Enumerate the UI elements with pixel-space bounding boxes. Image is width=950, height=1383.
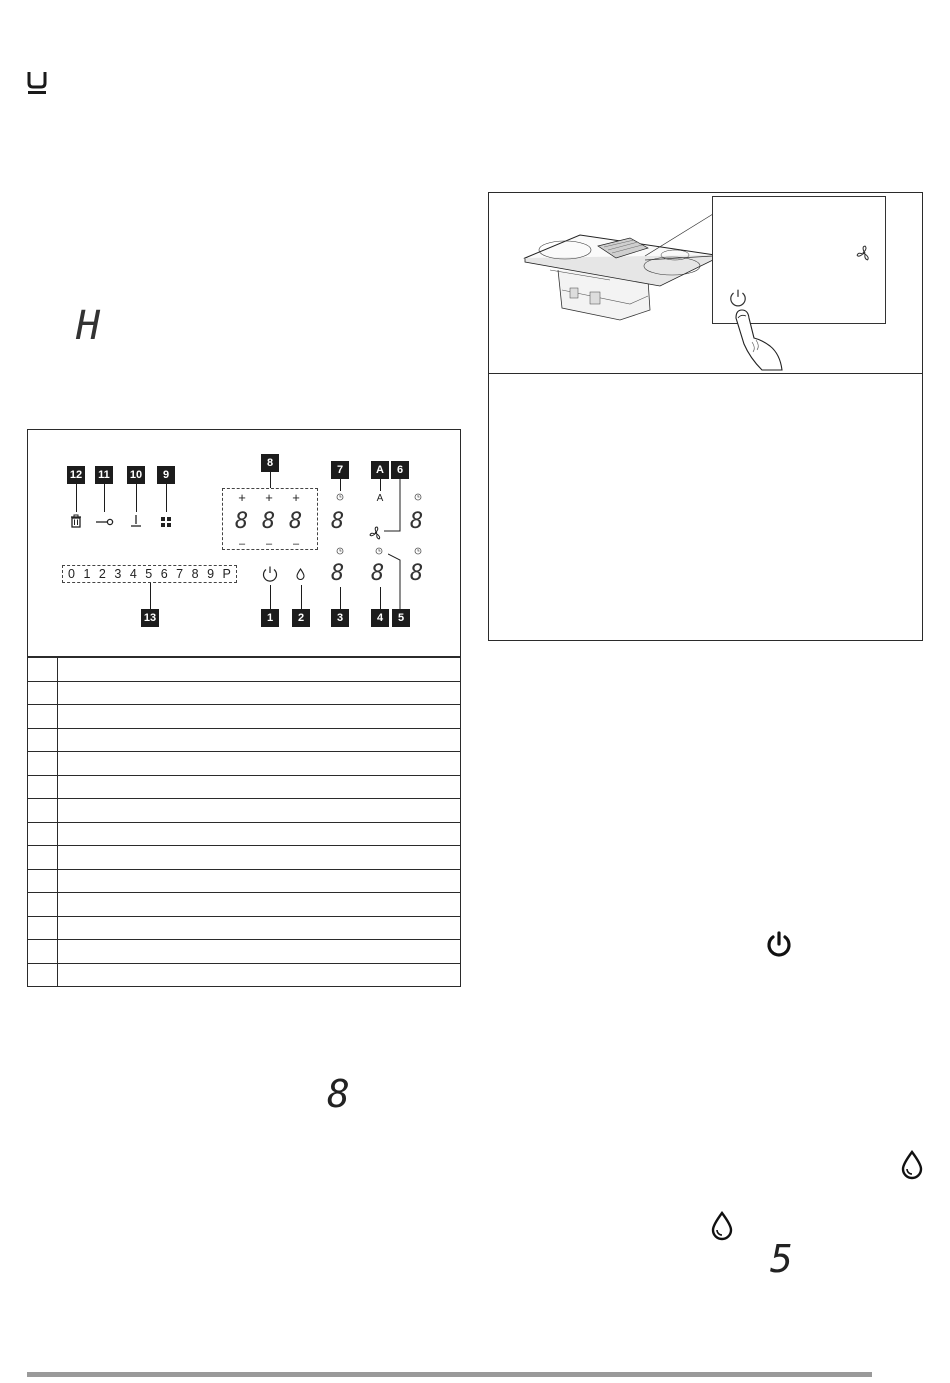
legend-description-cell bbox=[58, 799, 461, 823]
callout-9: 9 bbox=[157, 466, 175, 484]
legend-number-cell bbox=[28, 822, 58, 846]
callout-1: 1 bbox=[261, 609, 279, 627]
drop-icon bbox=[296, 568, 305, 580]
timer-icon bbox=[414, 493, 422, 501]
timer-icon bbox=[336, 547, 344, 555]
scale-1: 1 bbox=[83, 567, 91, 581]
scale-7: 7 bbox=[176, 567, 184, 581]
legend-description-cell bbox=[58, 963, 461, 987]
right-display-bottom: 8 bbox=[410, 561, 424, 586]
callout-10: 10 bbox=[127, 466, 145, 484]
callout-12: 12 bbox=[67, 466, 85, 484]
leader-6 bbox=[380, 479, 404, 535]
timer-icon bbox=[375, 547, 383, 555]
minus-zone-1: – bbox=[238, 538, 246, 550]
legend-table bbox=[27, 657, 461, 987]
legend-description-cell bbox=[58, 846, 461, 870]
legend-number-cell bbox=[28, 775, 58, 799]
legend-row bbox=[28, 916, 461, 940]
scale-8: 8 bbox=[191, 567, 199, 581]
figure-divider bbox=[488, 373, 923, 374]
legend-description-cell bbox=[58, 775, 461, 799]
scale-6: 6 bbox=[160, 567, 168, 581]
legend-row bbox=[28, 869, 461, 893]
footer-rule bbox=[27, 1372, 872, 1377]
timer-icon bbox=[336, 493, 344, 501]
callout-11: 11 bbox=[95, 466, 113, 484]
legend-description-cell bbox=[58, 705, 461, 729]
segment-display-h: H bbox=[76, 303, 101, 349]
scale-9: 9 bbox=[207, 567, 215, 581]
plus-zone-1: + bbox=[238, 490, 246, 505]
callout-4: 4 bbox=[371, 609, 389, 627]
legend-row bbox=[28, 822, 461, 846]
legend-number-cell bbox=[28, 916, 58, 940]
power-icon bbox=[728, 288, 748, 308]
minus-zone-2: – bbox=[265, 538, 273, 550]
legend-description-cell bbox=[58, 916, 461, 940]
plus-zone-2: + bbox=[265, 490, 273, 505]
legend-number-cell bbox=[28, 658, 58, 682]
legend-row bbox=[28, 893, 461, 917]
zone-display-3: 8 bbox=[289, 509, 303, 534]
legend-description-cell bbox=[58, 869, 461, 893]
hob-illustration bbox=[520, 200, 720, 325]
fan-icon bbox=[856, 245, 872, 261]
legend-row bbox=[28, 705, 461, 729]
drop-icon bbox=[901, 1150, 923, 1180]
trash-icon bbox=[69, 514, 83, 528]
scale-2: 2 bbox=[98, 567, 106, 581]
bridge-function-icon bbox=[160, 516, 172, 528]
scale-3: 3 bbox=[114, 567, 122, 581]
callout-2: 2 bbox=[292, 609, 310, 627]
legend-description-cell bbox=[58, 658, 461, 682]
legend-number-cell bbox=[28, 846, 58, 870]
legend-row bbox=[28, 728, 461, 752]
timer-display-top: 8 bbox=[331, 509, 345, 534]
timer-display-bottom: 8 bbox=[331, 561, 345, 586]
legend-number-cell bbox=[28, 752, 58, 776]
legend-number-cell bbox=[28, 940, 58, 964]
legend-number-cell bbox=[28, 963, 58, 987]
fan-timer-display: 8 bbox=[371, 561, 385, 586]
segment-display-8: 8 bbox=[327, 1072, 350, 1116]
legend-number-cell bbox=[28, 869, 58, 893]
key-lock-icon bbox=[96, 518, 114, 526]
legend-number-cell bbox=[28, 893, 58, 917]
legend-row bbox=[28, 752, 461, 776]
plus-zone-3: + bbox=[292, 490, 300, 505]
callout-6: 6 bbox=[391, 461, 409, 479]
power-icon bbox=[764, 930, 794, 960]
scale-4: 4 bbox=[129, 567, 137, 581]
legend-description-cell bbox=[58, 893, 461, 917]
legend-row bbox=[28, 799, 461, 823]
zone-display-1: 8 bbox=[235, 509, 249, 534]
callout-7: 7 bbox=[331, 461, 349, 479]
legend-row bbox=[28, 658, 461, 682]
legend-number-cell bbox=[28, 728, 58, 752]
callout-a: A bbox=[371, 461, 389, 479]
legend-row bbox=[28, 846, 461, 870]
leader-5 bbox=[388, 553, 404, 611]
legend-number-cell bbox=[28, 705, 58, 729]
legend-row bbox=[28, 681, 461, 705]
legend-number-cell bbox=[28, 799, 58, 823]
segment-display-5: 5 bbox=[770, 1237, 793, 1281]
fan-icon bbox=[369, 526, 383, 540]
timer-icon bbox=[414, 547, 422, 555]
finger-icon bbox=[732, 308, 788, 372]
drop-icon bbox=[711, 1211, 733, 1241]
scale-0: 0 bbox=[68, 567, 75, 581]
callout-8: 8 bbox=[261, 454, 279, 472]
power-icon bbox=[261, 565, 279, 583]
bridge-symbol-icon bbox=[26, 70, 50, 96]
zone-display-2: 8 bbox=[262, 509, 276, 534]
legend-description-cell bbox=[58, 728, 461, 752]
legend-number-cell bbox=[28, 681, 58, 705]
legend-row bbox=[28, 940, 461, 964]
legend-row bbox=[28, 963, 461, 987]
auto-mode-label: A bbox=[376, 493, 384, 504]
minus-zone-3: – bbox=[292, 538, 300, 550]
legend-description-cell bbox=[58, 822, 461, 846]
legend-description-cell bbox=[58, 681, 461, 705]
callout-3: 3 bbox=[331, 609, 349, 627]
callout-5: 5 bbox=[392, 609, 410, 627]
legend-row bbox=[28, 775, 461, 799]
legend-description-cell bbox=[58, 940, 461, 964]
scale-p: P bbox=[222, 567, 231, 581]
callout-13: 13 bbox=[141, 609, 159, 627]
right-display-top: 8 bbox=[410, 509, 424, 534]
legend-description-cell bbox=[58, 752, 461, 776]
stop-go-icon bbox=[130, 514, 142, 528]
power-level-scale bbox=[62, 565, 237, 583]
scale-5: 5 bbox=[145, 567, 153, 581]
